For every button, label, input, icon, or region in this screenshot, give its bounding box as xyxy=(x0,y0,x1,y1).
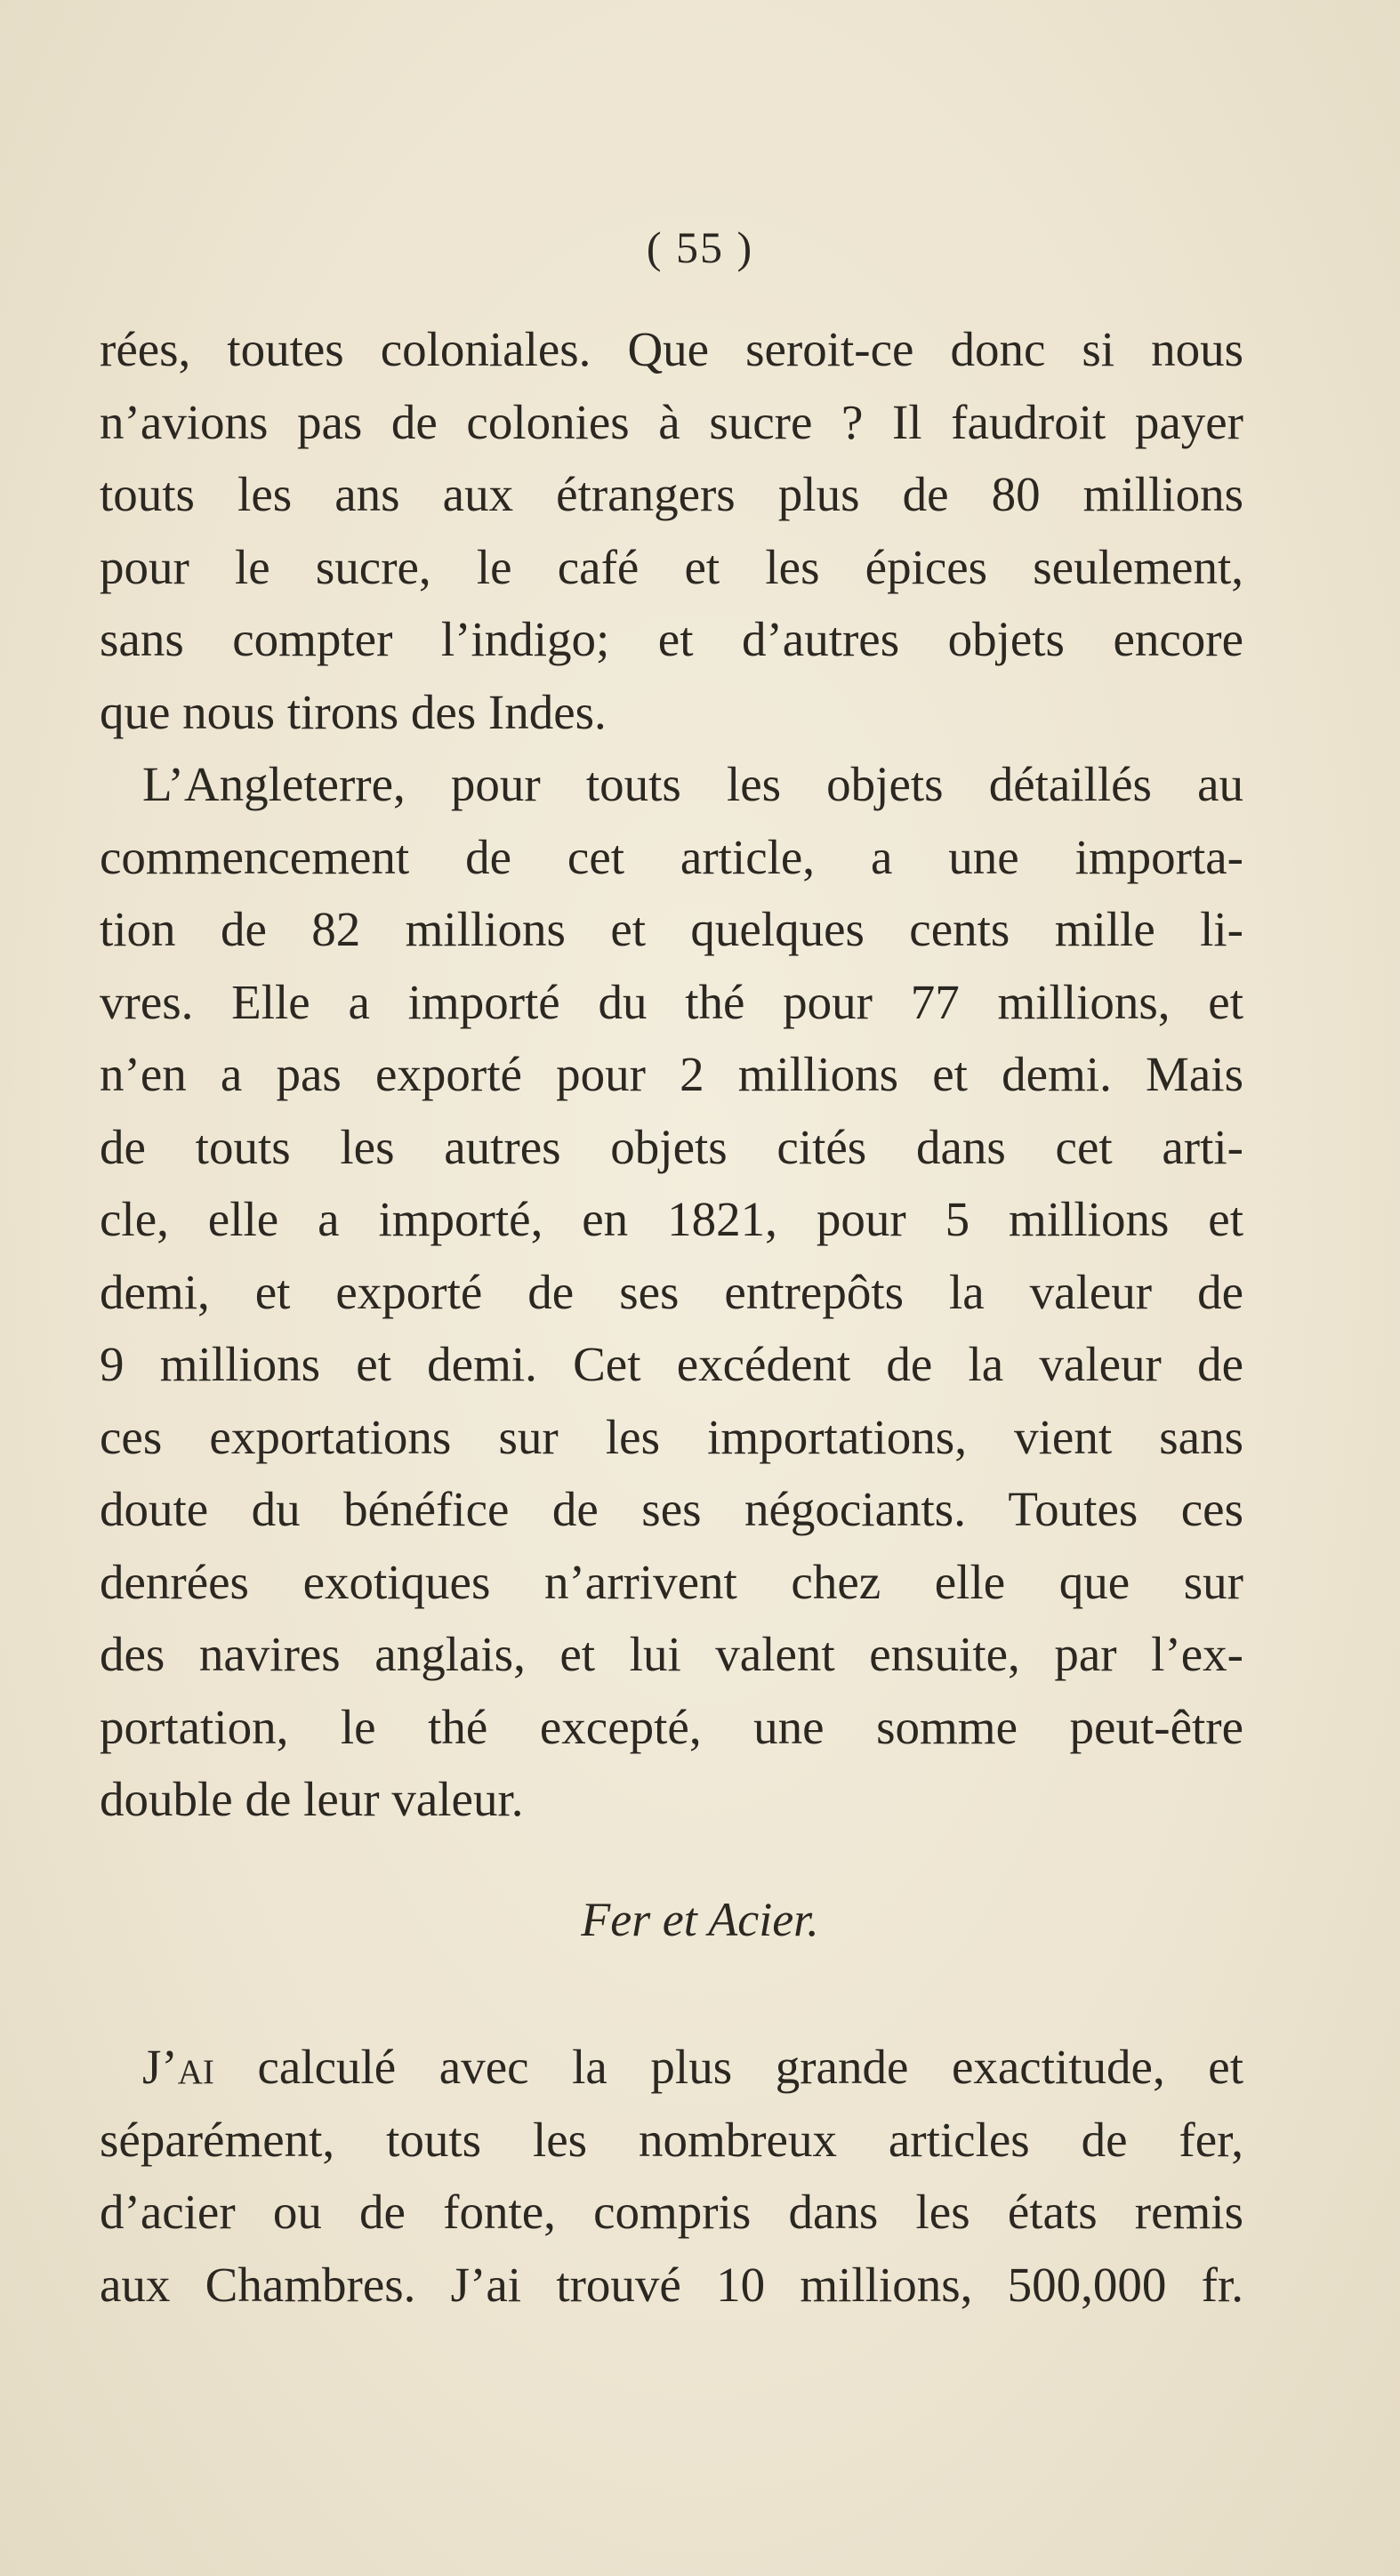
page-number: ( 55 ) xyxy=(646,222,754,272)
text-line: vres. Elle a importé du thé pour 77 millions, et xyxy=(100,974,1243,1029)
text-line: cle, elle a importé, en 1821, pour 5 millions et xyxy=(100,1192,1243,1246)
text-line: 9 millions et demi. Cet excédent de la valeur de xyxy=(100,1337,1243,1391)
text-line: touts les ans aux étrangers plus de 80 millions xyxy=(100,467,1243,521)
text-line: des navires anglais, et lui valent ensuite, par l’ex- xyxy=(100,1627,1243,1681)
text-line: ces exportations sur les importations, vient sans xyxy=(100,1409,1243,1464)
text-line: tion de 82 millions et quelques cents mille li- xyxy=(100,902,1243,956)
text-line xyxy=(100,2031,1243,2104)
text-line: denrées exotiques n’arrivent chez elle que sur xyxy=(100,1554,1243,1609)
text-line: L’Angleterre, pour touts les objets détaillés au xyxy=(142,757,1243,811)
text-line: sans compter l’indigo; et d’autres objets encore xyxy=(100,612,1243,666)
text-line: aux Chambres. J’ai trouvé 10 millions, 500,000 fr. xyxy=(100,2257,1243,2312)
text-line: portation, le thé excepté, une somme peut-être xyxy=(100,1699,1243,1754)
text-line: n’avions pas de colonies à sucre ? Il faudroit payer xyxy=(100,394,1243,449)
text-line: doute du bénéfice de ses négociants. Toutes ces xyxy=(100,1482,1243,1536)
section-heading: Fer et Acier. xyxy=(581,1893,819,1946)
text-line: pour le sucre, le café et les épices seulement, xyxy=(100,539,1243,594)
text-line: commencement de cet article, a une importa- xyxy=(100,829,1243,884)
text-line: d’acier ou de fonte, compris dans les états remis xyxy=(100,2185,1243,2239)
dropcap-word: J’ai xyxy=(142,2040,214,2094)
text-line-rest: calculé avec la plus grande exactitude, et xyxy=(213,2040,1243,2094)
text-line: n’en a pas exporté pour 2 millions et demi. Mais xyxy=(100,1047,1243,1101)
text-line: demi, et exporté de ses entrepôts la valeur de xyxy=(100,1264,1243,1319)
paragraph-fer-acier xyxy=(100,2031,1243,2321)
paragraph-angleterre xyxy=(100,748,1243,1836)
text-line: rées, toutes coloniales. Que seroit-ce donc si nous xyxy=(100,322,1243,376)
text-line: séparément, touts les nombreux articles de fer, xyxy=(100,2112,1243,2167)
text-line: que nous tirons des Indes. xyxy=(100,684,607,739)
text-line: de touts les autres objets cités dans cet arti- xyxy=(100,1119,1243,1174)
paragraph-continuation xyxy=(100,313,1243,748)
text-line: double de leur valeur. xyxy=(100,1772,524,1826)
